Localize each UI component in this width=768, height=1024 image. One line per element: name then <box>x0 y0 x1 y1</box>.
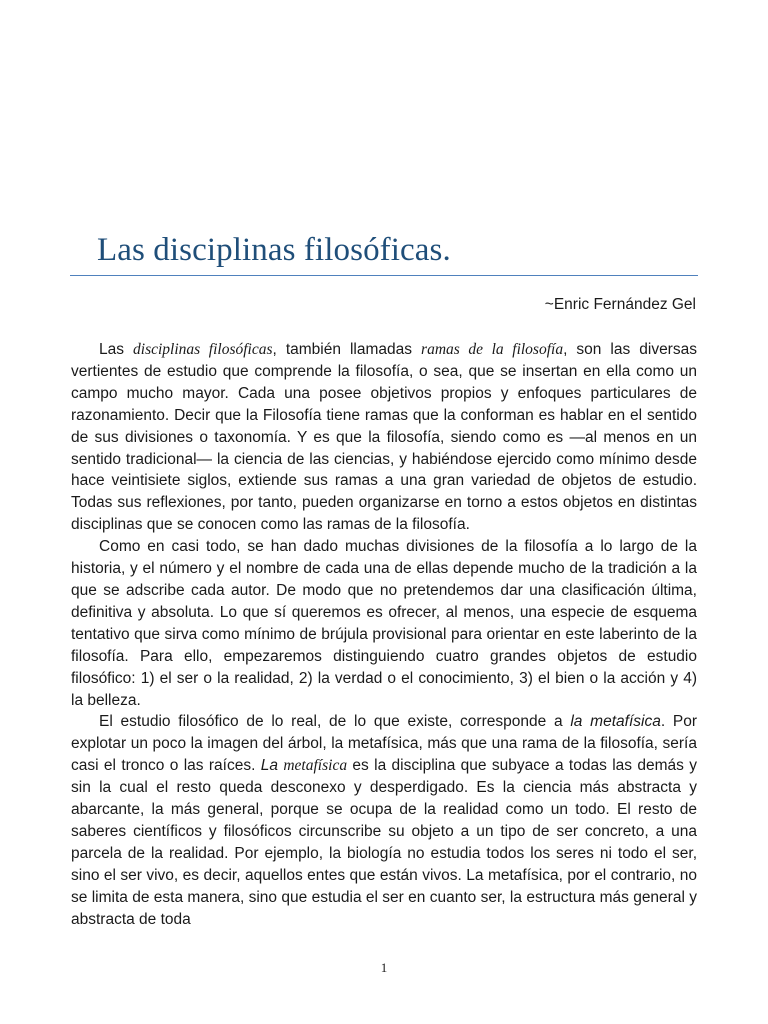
author-line: ~Enric Fernández Gel <box>544 296 696 313</box>
paragraph-text: Las <box>99 341 134 358</box>
emphasis-text: la metafísica <box>570 713 661 731</box>
paragraph-text: Como en casi todo, se han dado muchas divisiones de la filosofía a lo largo de la historia, y el número y el nombre de cada una de ellas depende mucho de la tradición a la que se adscribe cada autor. De modo que no pretendemos dar una clasificación última, definitiva y absoluta. Lo que sí queremos es ofrecer, al menos, una especie de esquema tentativo que sirva como mínimo de brújula provisional para orientar en este laberinto de la filosofía. Para ello, empezaremos distinguiendo cuatro grandes objetos de estudio filosófico: 1) el ser o la realidad, 2) la verdad o el conocimiento, 3) el bien o la acción y 4) la belleza. <box>71 538 697 709</box>
paragraph <box>71 536 697 711</box>
page-title: Las disciplinas filosóficas. <box>97 232 451 268</box>
paragraph-text: . Por explotar un poco la imagen del árbol, la metafísica, más que una rama de la filosofía, sería casi el tronco o las raíces. <box>71 713 698 775</box>
paragraph <box>71 339 697 536</box>
body-text <box>71 339 697 930</box>
emphasis-text: La <box>260 757 284 775</box>
paragraph <box>71 711 697 930</box>
paragraph-text: El estudio filosófico de lo real, de lo que existe, corresponde a <box>99 713 571 731</box>
paragraph-text: , son las diversas vertientes de estudio que comprende la filosofía, o sea, que se insertan en ella como un campo mucho mayor. Cada una posee objetivos propios y enfoques particulares de razonamiento. Decir que la Filosofía tiene ramas que la conforman es hablar en el sentido de sus divisiones o taxonomía. Y es que la filosofía, siendo como es —al menos en un sentido tradicional— la ciencia de las ciencias, y habiéndose ejercido como mínimo desde hace veintisiete siglos, extiende sus ramas a una gran variedad de objetos de estudio. Todas sus reflexiones, por tanto, pueden organizarse en torno a estos objetos en distintas disciplinas que se conocen como las ramas de la filosofía. <box>71 341 697 534</box>
emphasis-text: disciplinas filosóficas <box>133 341 273 358</box>
emphasis-text: metafísica <box>283 757 348 775</box>
page-number: 1 <box>380 960 388 975</box>
emphasis-text: ramas de la filosofía <box>421 341 564 358</box>
title-underline <box>70 275 698 276</box>
paragraph-text: es la disciplina que subyace a todas las demás y sin la cual el resto queda desconexo y desperdigado. Es la ciencia más abstracta y abarcante, la más general, porque se ocupa de la realidad como un todo. El resto de saberes científicos y filosóficos circunscribe su objeto a un tipo de ser concreto, a una parcela de la realidad. Por ejemplo, la biología no estudia todos los seres ni todo el ser, sino el ser vivo, es decir, aquellos entes que están vivos. La metafísica, por el contrario, no se limita de esta manera, sino que estudia el ser en cuanto ser, la estructura más general y abstracta de toda <box>71 757 697 928</box>
paragraph-text: , también llamadas <box>272 341 422 358</box>
